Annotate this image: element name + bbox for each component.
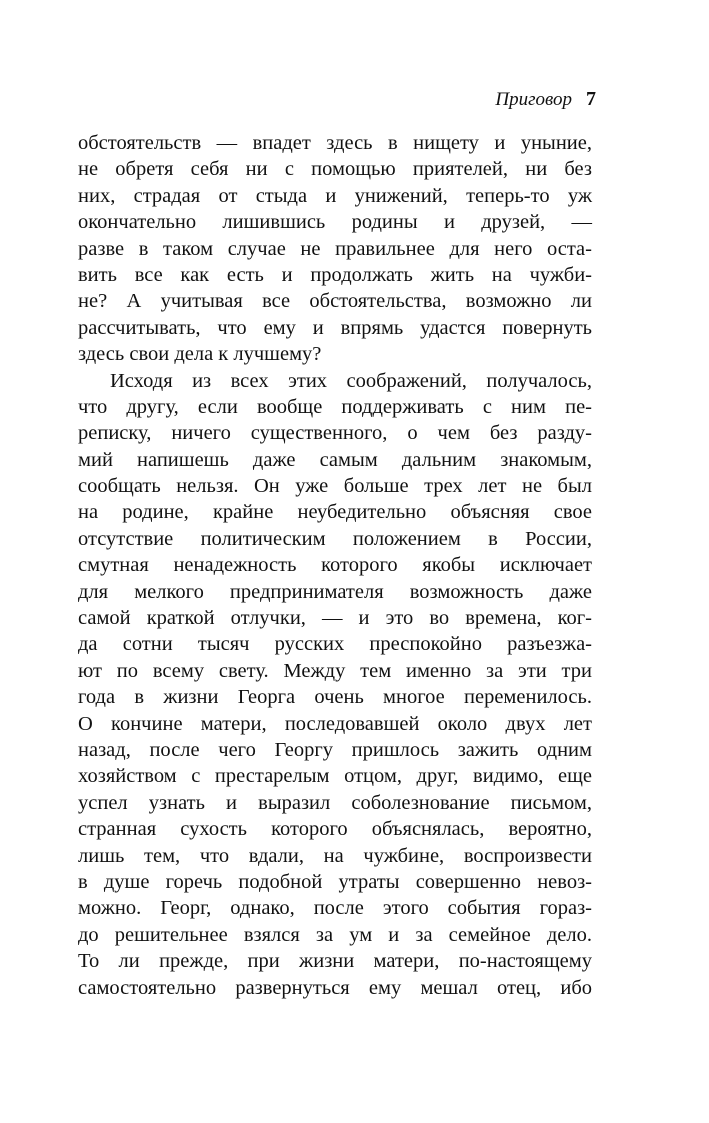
body-text (78, 130, 592, 1001)
text-line: не обретя себя ни с помощью приятелей, ни без (78, 158, 592, 181)
text-line: обстоятельств — впадет здесь в нищету и уныние, (78, 132, 592, 154)
text-line: да сотни тысяч русских преспокойно разъезжа- (78, 633, 592, 656)
text-line: странная сухость которого объяснялась, вероятно, (78, 818, 592, 841)
text-line: реписку, ничего существенного, о чем без разду- (78, 422, 592, 445)
text-line: здесь свои дела к лучшему? (78, 343, 322, 366)
text-line: них, страдая от стыда и унижений, теперь-то уж (78, 184, 592, 207)
text-line: до решительнее взялся за ум и за семейное дело. (78, 923, 592, 946)
text-line: рассчитывать, что ему и впрямь удастся повернуть (78, 316, 592, 339)
text-line: в душе горечь подобной утраты совершенно невоз- (78, 870, 592, 893)
page-number: 7 (586, 88, 596, 110)
text-line: можно. Георг, однако, после этого события гораз- (78, 897, 592, 920)
text-line: окончательно лишившись родины и друзей, — (78, 211, 592, 234)
text-line: самостоятельно развернуться ему мешал отец, ибо (78, 976, 592, 999)
text-line: О кончине матери, последовавшей около двух лет (78, 712, 592, 735)
running-title: Приговор (495, 89, 572, 110)
text-line: сообщать нельзя. Он уже больше трех лет не был (78, 475, 592, 498)
text-line: мий напишешь даже самым дальним знакомым, (78, 448, 592, 471)
text-line: ют по всему свету. Между тем именно за эти три (78, 659, 592, 682)
text-line: разве в таком случае не правильнее для него оста- (78, 237, 592, 260)
text-line: лишь тем, что вдали, на чужбине, воспроизвести (78, 844, 592, 867)
text-line: не? А учитывая все обстоятельства, возможно ли (78, 290, 592, 313)
text-line: Исходя из всех этих соображений, получалось, (110, 369, 592, 392)
text-line: для мелкого предпринимателя возможность даже (78, 580, 592, 603)
text-line: смутная ненадежность которого якобы исключает (78, 554, 592, 577)
text-line: вить все как есть и продолжать жить на чужби- (78, 263, 592, 286)
text-line: на родине, крайне неубедительно объясняя свое (78, 501, 592, 524)
text-line: хозяйством с престарелым отцом, друг, видимо, еще (78, 765, 592, 788)
text-line: То ли прежде, при жизни матери, по-настоящему (78, 950, 592, 973)
text-line: назад, после чего Георгу пришлось зажить одним (78, 738, 592, 761)
text-line: отсутствие политическим положением в России, (78, 527, 592, 550)
running-head (495, 88, 596, 111)
text-line: самой краткой отлучки, — и это во времена, ког- (78, 607, 592, 630)
text-line: года в жизни Георга очень многое переменилось. (78, 686, 592, 709)
text-line: успел узнать и выразил соболезнование письмом, (78, 791, 592, 814)
text-line: что другу, если вообще поддерживать с ним пе- (78, 395, 592, 418)
